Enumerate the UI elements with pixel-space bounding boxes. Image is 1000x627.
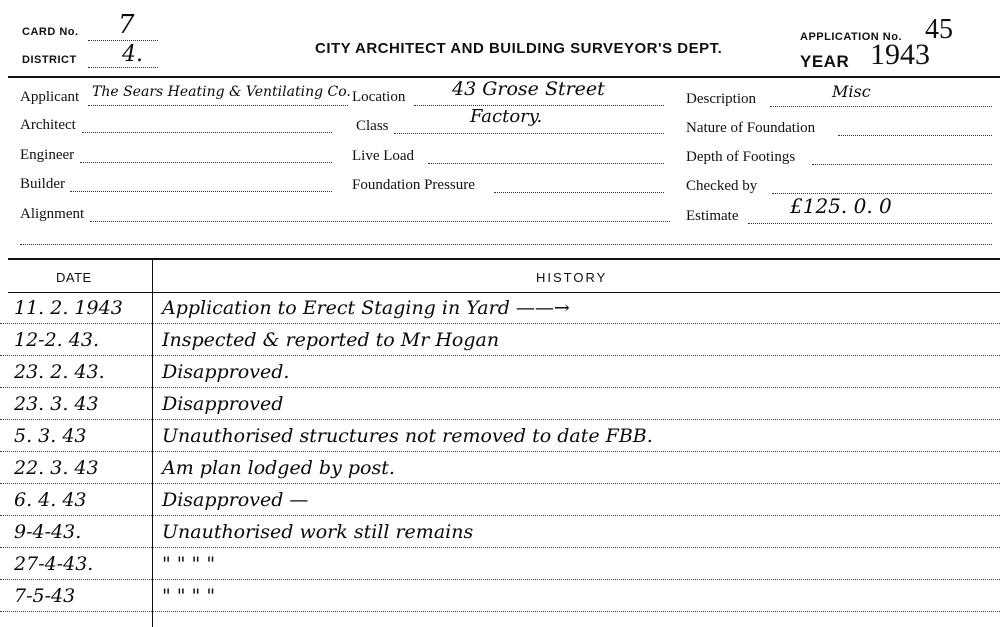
- history-row-line: [0, 355, 1000, 356]
- foundation-pressure-label: Foundation Pressure: [352, 177, 475, 193]
- history-row-line: [0, 547, 1000, 548]
- class-value: Factory.: [470, 106, 543, 127]
- history-row-date: 12-2. 43.: [14, 329, 99, 351]
- description-value: Misc: [832, 82, 871, 101]
- history-row-entry: Inspected & reported to Mr Hogan: [162, 329, 500, 351]
- engineer-label: Engineer: [20, 147, 75, 163]
- nature-of-foundation-label: Nature of Foundation: [686, 120, 816, 136]
- location-label: Location: [352, 89, 406, 105]
- description-line: [770, 106, 992, 107]
- history-row-entry: Unauthorised work still remains: [162, 521, 474, 543]
- history-row-date: 23. 2. 43.: [14, 361, 105, 383]
- estimate-value: £125. 0. 0: [790, 194, 892, 218]
- engineer-line: [80, 162, 332, 163]
- description-label: Description: [686, 91, 756, 107]
- history-row-line: [0, 483, 1000, 484]
- foundation-pressure-line: [494, 192, 664, 193]
- history-row-date: 27-4-43.: [14, 553, 94, 575]
- live-load-label: Live Load: [352, 148, 415, 164]
- history-row-line: [0, 387, 1000, 388]
- history-row-entry: Am plan lodged by post.: [162, 457, 395, 479]
- architect-label: Architect: [20, 117, 76, 133]
- card-no-underline: [88, 40, 158, 41]
- history-row-date: 5. 3. 43: [14, 425, 87, 447]
- history-row-entry: Disapproved —: [162, 489, 309, 511]
- history-row-entry: " " " ": [162, 585, 216, 607]
- depth-of-footings-line: [812, 164, 992, 165]
- live-load-line: [428, 163, 664, 164]
- alignment-label: Alignment: [20, 206, 85, 222]
- history-row-line: [0, 579, 1000, 580]
- district-underline: [88, 67, 158, 68]
- year-value: 1943: [870, 38, 930, 71]
- builder-line: [70, 191, 332, 192]
- alignment-line: [90, 221, 670, 222]
- history-row-date: 22. 3. 43: [14, 457, 99, 479]
- depth-of-footings-label: Depth of Footings: [686, 149, 796, 165]
- applicant-label: Applicant: [20, 89, 80, 105]
- history-row-date: 7-5-43: [14, 585, 76, 607]
- builder-label: Builder: [20, 176, 65, 192]
- history-row-entry: Disapproved: [162, 393, 284, 415]
- district-label: DISTRICT: [22, 54, 77, 66]
- district-value: 4.: [122, 42, 143, 67]
- history-row-line: [0, 419, 1000, 420]
- history-row-line: [0, 611, 1000, 612]
- history-top-rule: [8, 258, 1000, 260]
- history-row-date: 11. 2. 1943: [14, 297, 123, 319]
- applicant-line: [88, 105, 348, 106]
- history-row-date: 23. 3. 43: [14, 393, 99, 415]
- card-no-value: 7: [118, 10, 135, 40]
- history-row-date: 6. 4. 43: [14, 489, 87, 511]
- history-row-entry: " " " ": [162, 553, 216, 575]
- history-row-line: [0, 451, 1000, 452]
- location-value: 43 Grose Street: [452, 78, 605, 100]
- date-header: DATE: [56, 270, 92, 285]
- estimate-line: [748, 223, 992, 224]
- history-header: HISTORY: [536, 270, 608, 285]
- history-row-entry: Application to Erect Staging in Yard ——→: [162, 297, 570, 319]
- class-line: [394, 133, 664, 134]
- application-label: APPLICATION No.: [800, 31, 903, 43]
- history-header-rule: [8, 292, 1000, 293]
- nature-of-foundation-line: [838, 135, 992, 136]
- history-row-line: [0, 515, 1000, 516]
- estimate-label: Estimate: [686, 208, 739, 224]
- history-row-date: 9-4-43.: [14, 521, 82, 543]
- checked-by-label: Checked by: [686, 178, 758, 194]
- history-row-entry: Disapproved.: [162, 361, 290, 383]
- card-no-label: CARD No.: [22, 26, 79, 38]
- dept-title: CITY ARCHITECT AND BUILDING SURVEYOR'S DEPT.: [315, 40, 723, 57]
- application-value: 45: [925, 14, 953, 45]
- year-label: YEAR: [800, 52, 850, 71]
- applicant-value: The Sears Heating & Ventilating Co.: [92, 84, 351, 100]
- history-column-divider: [152, 260, 153, 627]
- architect-line: [82, 132, 332, 133]
- history-row-line: [0, 323, 1000, 324]
- class-label: Class: [356, 118, 389, 134]
- history-row-entry: Unauthorised structures not removed to date FBB.: [162, 425, 653, 447]
- fields-blank-line: [20, 244, 992, 245]
